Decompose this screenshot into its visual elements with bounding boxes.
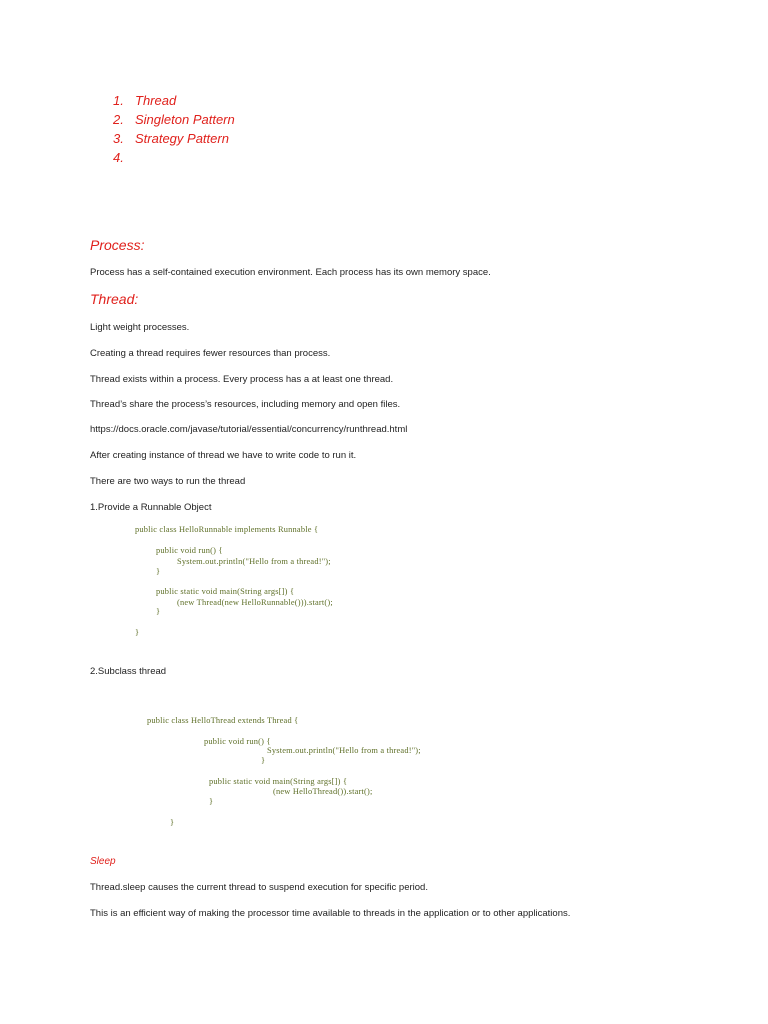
docs-url-text: https://docs.oracle.com/javase/tutorial/essential/concurrency/runthread.html xyxy=(90,424,408,435)
toc-label: Singleton Pattern xyxy=(135,112,235,127)
toc-label: Strategy Pattern xyxy=(135,131,229,146)
thread-line: Thread exists within a process. Every process has a at least one thread. xyxy=(90,374,394,385)
subclass-title: 2.Subclass thread xyxy=(90,666,167,677)
code-line: } xyxy=(261,756,266,765)
code-line: } xyxy=(170,818,175,827)
thread-line: After creating instance of thread we have to write code to run it. xyxy=(90,450,357,461)
toc-number: 1. xyxy=(113,93,124,108)
toc-item-2 xyxy=(113,112,235,127)
runnable-title: 1.Provide a Runnable Object xyxy=(90,502,212,513)
toc-number: 4. xyxy=(113,150,124,165)
toc-number: 3. xyxy=(113,131,124,146)
toc-label: Thread xyxy=(135,93,177,108)
sleep-line: Thread.sleep causes the current thread to suspend execution for specific period. xyxy=(90,882,428,893)
process-text: Process has a self-contained execution environment. Each process has its own memory space. xyxy=(90,267,491,278)
code-line: public class HelloRunnable implements Runnable { xyxy=(135,525,319,534)
code-line: public static void main(String args[]) { xyxy=(156,587,295,596)
code-line: public void run() { xyxy=(204,737,271,746)
thread-line: Thread’s share the process’s resources, including memory and open files. xyxy=(90,399,401,410)
sleep-line: This is an efficient way of making the processor time available to threads in the application or to other applications. xyxy=(90,908,571,919)
toc-number: 2. xyxy=(113,112,124,127)
code-line: public class HelloThread extends Thread { xyxy=(147,716,299,725)
code-line: } xyxy=(209,797,214,806)
thread-heading: Thread: xyxy=(90,291,139,307)
code-line: (new HelloThread()).start(); xyxy=(273,787,373,796)
code-line: } xyxy=(135,628,140,637)
thread-line: Creating a thread requires fewer resources than process. xyxy=(90,348,331,359)
code-line: } xyxy=(156,567,161,576)
thread-line: Light weight processes. xyxy=(90,322,190,333)
code-line: (new Thread(new HelloRunnable())).start(); xyxy=(177,598,333,607)
sleep-heading: Sleep xyxy=(90,856,116,867)
toc-item-4 xyxy=(113,150,135,165)
toc-item-1 xyxy=(113,93,176,108)
process-heading: Process: xyxy=(90,237,145,253)
toc-item-3 xyxy=(113,131,229,146)
code-line: System.out.println("Hello from a thread!"); xyxy=(177,557,331,566)
code-line: public void run() { xyxy=(156,546,223,555)
thread-line: There are two ways to run the thread xyxy=(90,476,246,487)
code-line: public static void main(String args[]) { xyxy=(209,777,348,786)
code-line: System.out.println("Hello from a thread!"); xyxy=(267,746,421,755)
code-line: } xyxy=(156,607,161,616)
